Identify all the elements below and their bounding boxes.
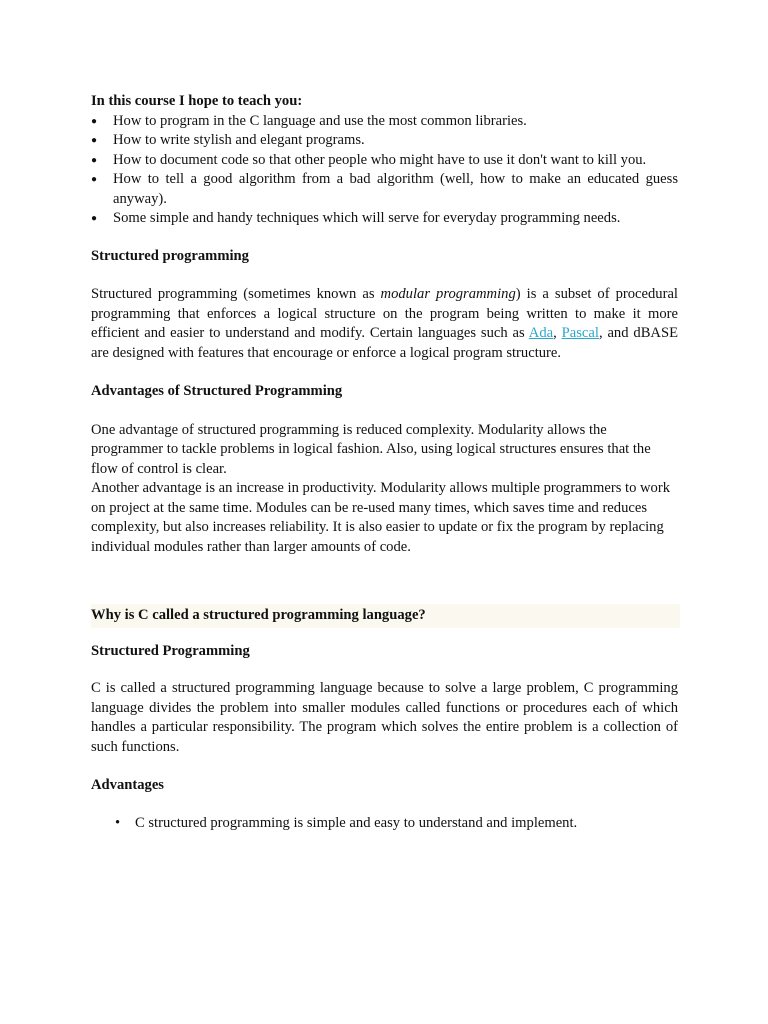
advantages-heading: Advantages of Structured Programming xyxy=(91,383,343,399)
intro-heading: In this course I hope to teach you: xyxy=(91,93,303,109)
text-run: Structured programming (sometimes known as xyxy=(91,286,381,302)
list-item: ● How to write stylish and elegant programs. xyxy=(91,131,678,151)
intro-list xyxy=(91,112,678,229)
advantages-list xyxy=(91,814,678,834)
list-item: ● How to tell a good algorithm from a bad algorithm (well, how to make an educated guess anyway). xyxy=(91,170,678,209)
advantages-paragraph-1: One advantage of structured programming is reduced complexity. Modularity allows the programmer to tackle problems in logical fashion. Also, using logical structures ensures that the flow of control is clear. xyxy=(91,421,651,477)
text-run: , and dBASE are designed with features that encourage or enforce a logical program structure. xyxy=(91,325,679,361)
why-paragraph: C is called a structured programming language because to solve a large problem, C programming language divides the problem into smaller modules called functions or procedures each of which handles a particular responsibility. The program which solves the entire problem is a collection of such functions. xyxy=(91,680,678,755)
pascal-link[interactable]: Pascal xyxy=(561,325,599,341)
list-item: ● Some simple and handy techniques which will serve for everyday programming needs. xyxy=(91,209,678,229)
structured-programming-heading: Structured Programming xyxy=(91,642,250,659)
document-content xyxy=(91,92,678,833)
list-item: ● How to program in the C language and use the most common libraries. xyxy=(91,112,678,132)
structured-heading: Structured programming xyxy=(91,247,249,264)
ada-link[interactable]: Ada xyxy=(528,325,554,341)
list-item: • C structured programming is simple and easy to understand and implement. xyxy=(91,814,678,834)
structured-paragraph xyxy=(91,285,678,363)
list-item: ● How to document code so that other people who might have to use it don't want to kill you. xyxy=(91,151,678,171)
text-run: , xyxy=(553,325,562,341)
text-run: ) is a subset of procedural programming that enforces a logical structure on the program being written to make it more efficient and easier to understand and modify. Certain languages such as xyxy=(91,286,678,341)
emphasis-text: modular programming xyxy=(380,286,516,302)
why-heading: Why is C called a structured programming language? xyxy=(91,604,680,628)
advantages-subheading: Advantages xyxy=(91,777,164,793)
advantages-paragraph-2: Another advantage is an increase in productivity. Modularity allows multiple programmers to work on project at the same time. Modules can be re-used many times, which saves time and reduces complexity, but also increases reliability. It is also easier to update or fix the program by replacing individual modules rather than larger amounts of code. xyxy=(91,480,671,555)
